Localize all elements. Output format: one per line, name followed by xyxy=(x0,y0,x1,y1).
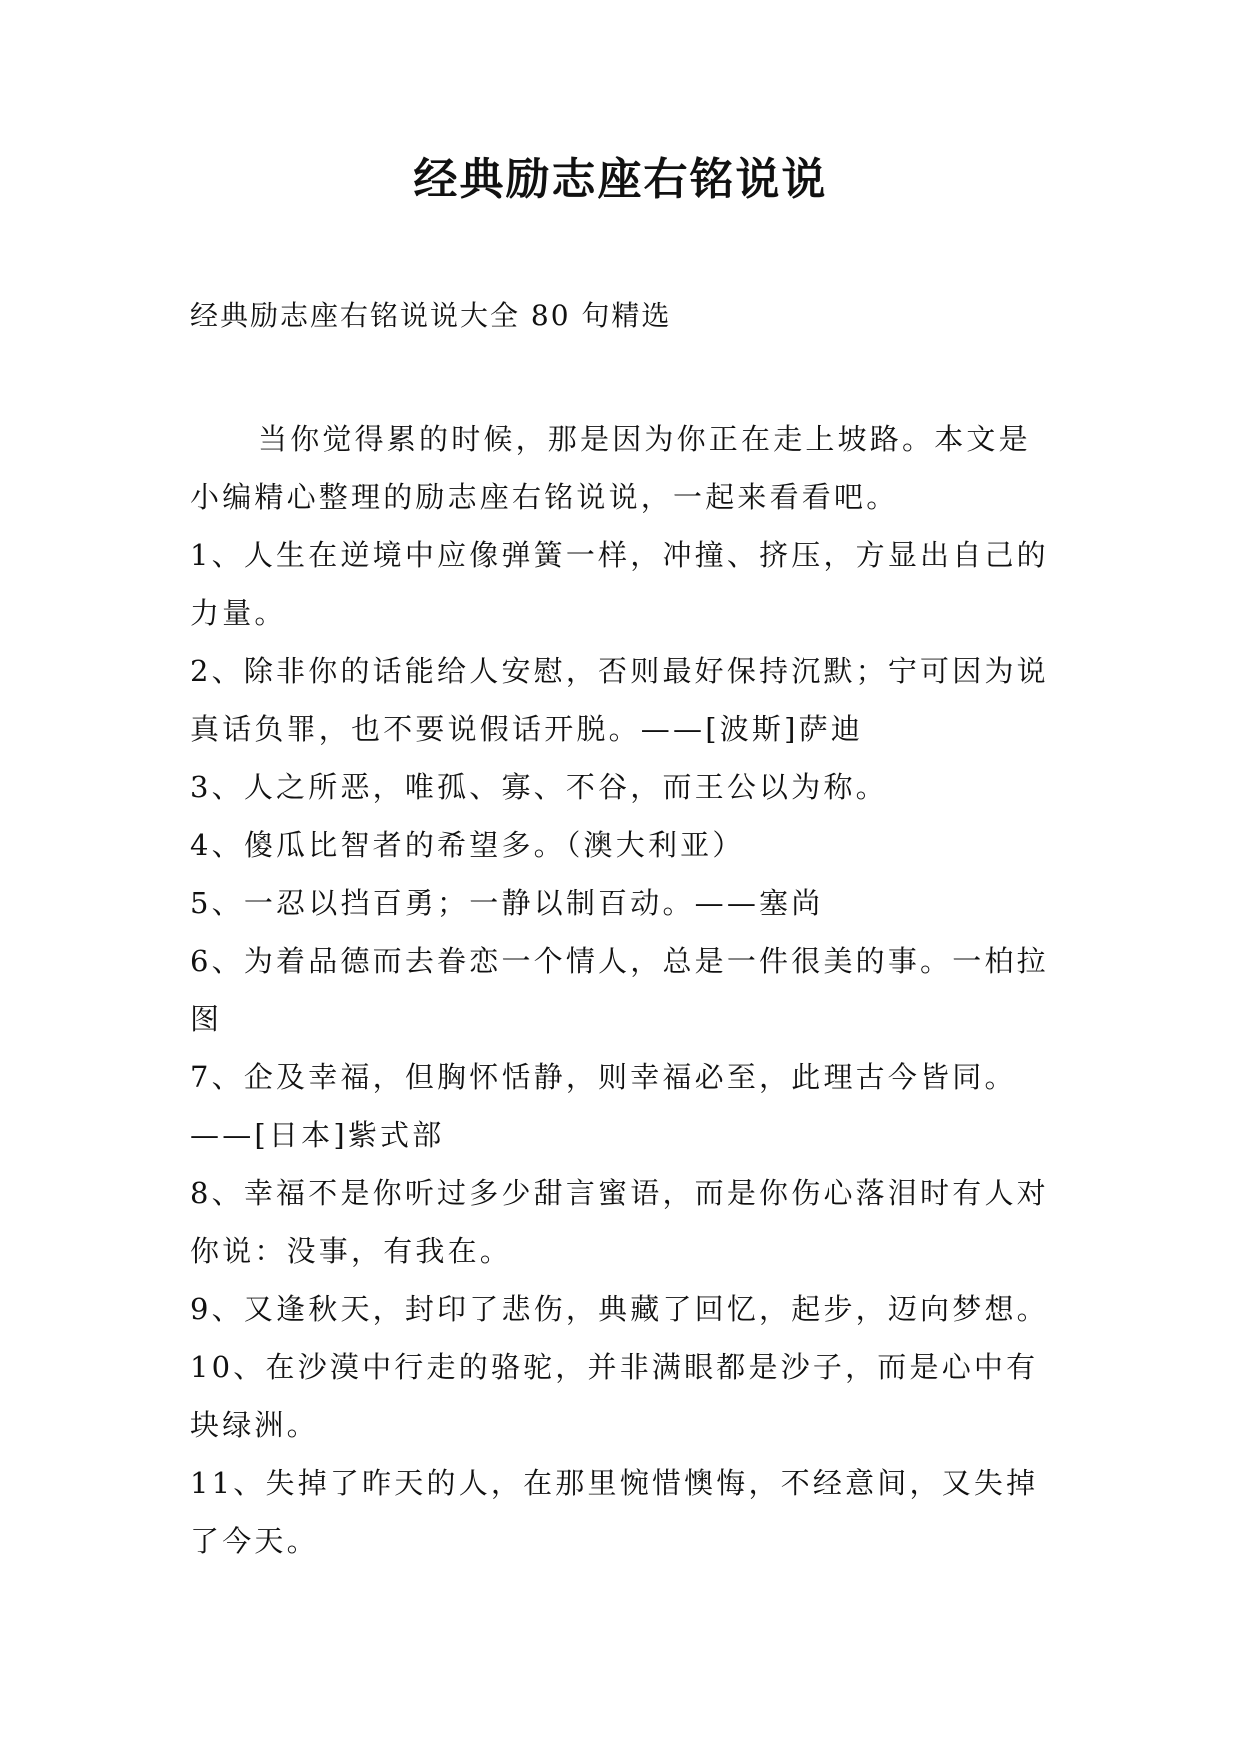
quote-item: 2、除非你的话能给人安慰，否则最好保持沉默；宁可因为说真话负罪，也不要说假话开脱。——[波斯]萨迪 xyxy=(190,654,1049,746)
quote-item: 8、幸福不是你听过多少甜言蜜语，而是你伤心落泪时有人对你说：没事，有我在。 xyxy=(190,1176,1049,1268)
quote-item: 6、为着品德而去眷恋一个情人，总是一件很美的事。一柏拉图 xyxy=(190,944,1049,1036)
intro-paragraph: 当你觉得累的时候，那是因为你正在走上坡路。本文是小编精心整理的励志座右铭说说，一起来看看吧。 xyxy=(190,422,1031,514)
quote-item: 11、失掉了昨天的人，在那里惋惜懊悔，不经意间，又失掉了今天。 xyxy=(190,1466,1039,1558)
quote-item: 10、在沙漠中行走的骆驼，并非满眼都是沙子，而是心中有块绿洲。 xyxy=(190,1350,1039,1442)
quote-item: 9、又逢秋天，封印了悲伤，典藏了回忆，起步，迈向梦想。 xyxy=(190,1292,1049,1326)
quote-item: 7、企及幸福，但胸怀恬静，则幸福必至，此理古今皆同。——[日本]紫式部 xyxy=(190,1060,1017,1152)
quote-item: 3、人之所恶，唯孤、寡、不谷，而王公以为称。 xyxy=(190,770,888,804)
quote-item: 1、人生在逆境中应像弹簧一样，冲撞、挤压，方显出自己的力量。 xyxy=(190,538,1049,630)
document-body xyxy=(190,410,1060,1570)
document-subtitle: 经典励志座右铭说说大全 80 句精选 xyxy=(190,299,672,332)
quote-item: 4、傻瓜比智者的希望多。（澳大利亚） xyxy=(190,828,745,862)
quote-item: 5、一忍以挡百勇；一静以制百动。——塞尚 xyxy=(190,886,824,920)
page-title: 经典励志座右铭说说 xyxy=(413,154,828,205)
